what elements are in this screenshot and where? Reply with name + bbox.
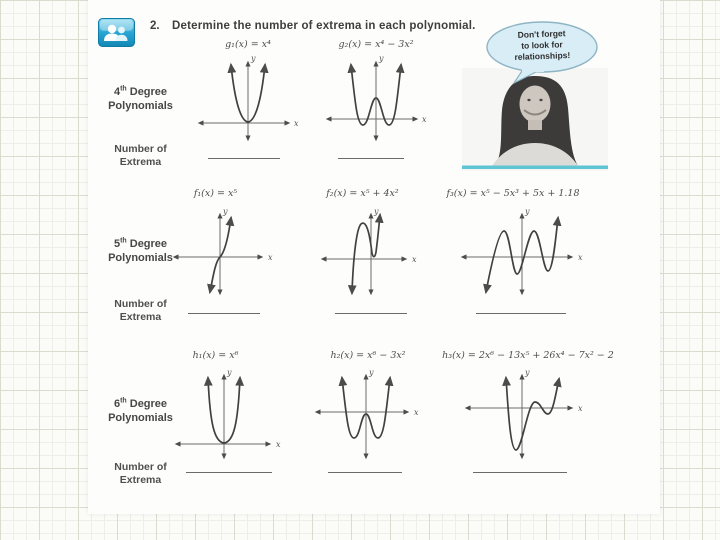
equation-h3: h₃(x) = 2x⁶ − 13x⁵ + 26x⁴ − 7x² − 2	[442, 350, 614, 361]
answer-label-4th: Number of Extrema	[114, 143, 167, 169]
x-axis-label: x	[276, 440, 281, 449]
degree-label-5th: 5th Degree Polynomials	[108, 237, 173, 264]
worksheet-page	[88, 0, 660, 514]
y-axis-label: y	[369, 368, 374, 377]
answer-blank-h2	[328, 471, 402, 473]
answer-blank-g1	[208, 157, 280, 159]
y-axis-label: y	[379, 54, 384, 63]
y-axis-label: y	[223, 207, 228, 216]
answer-blank-g2	[338, 157, 404, 159]
equation-h1: h₁(x) = x⁶	[192, 350, 239, 361]
speech-bubble-text: Don't forget to look for relationships!	[514, 28, 571, 63]
y-axis-label: y	[525, 368, 530, 377]
answer-blank-f1	[188, 312, 260, 314]
x-axis-label: x	[412, 255, 417, 264]
graph-f2-quintic	[316, 205, 421, 301]
degree-label-6th: 6th Degree Polynomials	[108, 397, 173, 424]
equation-g2: g₂(x) = x⁴ − 3x²	[338, 39, 414, 50]
partner-work-icon	[98, 18, 135, 47]
x-axis-label: x	[268, 253, 273, 262]
graph-h1-sextic	[170, 366, 285, 463]
x-axis-label: x	[578, 404, 583, 413]
equation-f1: f₁(x) = x⁵	[193, 188, 238, 199]
answer-blank-h1	[186, 471, 272, 473]
y-axis-label: y	[227, 368, 232, 377]
graph-f1-quintic	[168, 205, 278, 301]
graph-f3-quintic	[456, 205, 588, 301]
y-axis-label: y	[374, 207, 379, 216]
x-axis-label: x	[422, 115, 427, 124]
speech-bubble	[484, 20, 600, 86]
answer-blank-h3	[473, 471, 567, 473]
degree-ordinal: 5th Degree	[113, 237, 168, 250]
photo-underline	[462, 166, 608, 170]
graph-g1-quartic	[193, 51, 303, 147]
answer-label-6th: Number of Extrema	[114, 461, 167, 487]
answer-blank-f2	[335, 312, 407, 314]
y-axis-label: y	[251, 54, 256, 63]
equation-g1: g₁(x) = x⁴	[225, 39, 271, 50]
graph-g2-quartic-w	[321, 51, 431, 147]
graph-h3-sextic	[460, 366, 588, 463]
y-axis-label: y	[525, 207, 530, 216]
equation-f2: f₂(x) = x⁵ + 4x²	[326, 188, 399, 199]
question-text: Determine the number of extrema in each polynomial.	[172, 20, 476, 32]
degree-ordinal: 4th Degree	[113, 85, 168, 98]
degree-ordinal: 6th Degree	[113, 397, 168, 410]
x-axis-label: x	[414, 408, 419, 417]
answer-blank-f3	[476, 312, 566, 314]
question-number: 2.	[150, 20, 160, 32]
answer-label-5th: Number of Extrema	[114, 298, 167, 324]
equation-f3: f₃(x) = x⁵ − 5x³ + 5x + 1.18	[446, 188, 580, 199]
degree-label-4th: 4th Degree Polynomials	[108, 85, 173, 112]
x-axis-label: x	[294, 119, 299, 128]
equation-h2: h₂(x) = x⁶ − 3x²	[330, 350, 406, 361]
x-axis-label: x	[578, 253, 583, 262]
graph-h2-sextic-w	[310, 366, 422, 463]
